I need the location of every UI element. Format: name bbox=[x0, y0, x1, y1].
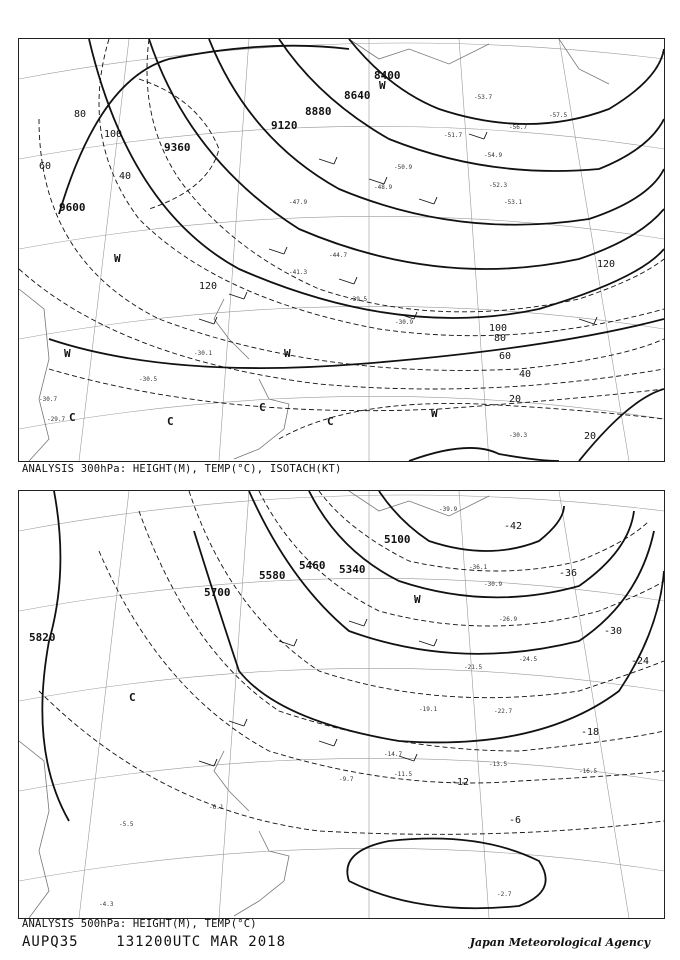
temperature-label: -21.5 bbox=[464, 664, 483, 671]
agency-credit: Japan Meteorological Agency bbox=[469, 936, 650, 949]
isotherm-label: -6 bbox=[509, 815, 522, 826]
height-label: 5460 bbox=[299, 559, 326, 572]
isotach-label: 80 bbox=[494, 333, 507, 344]
height-label: 5340 bbox=[339, 563, 366, 576]
temperature-label: -22.7 bbox=[494, 708, 513, 715]
temperature-label: -13.5 bbox=[489, 761, 508, 768]
isotherm-label: -42 bbox=[504, 521, 523, 532]
temperature-label: -50.9 bbox=[394, 164, 413, 171]
height-label: 5580 bbox=[259, 569, 286, 582]
cold-marker: C bbox=[129, 691, 136, 704]
valid-time: 131200UTC MAR 2018 bbox=[116, 934, 287, 950]
warm-marker: W bbox=[379, 79, 386, 92]
cold-marker: C bbox=[69, 411, 76, 424]
warm-marker: W bbox=[284, 347, 291, 360]
temperature-label: -52.3 bbox=[489, 182, 508, 189]
warm-marker: W bbox=[64, 347, 71, 360]
temperature-label: -5.5 bbox=[119, 821, 134, 828]
map-500hpa-svg bbox=[19, 491, 664, 918]
temperature-label: -30.9 bbox=[484, 581, 503, 588]
temperature-label: -53.1 bbox=[504, 199, 523, 206]
isotach-label: 20 bbox=[584, 431, 597, 442]
temperature-label: -30.5 bbox=[139, 376, 158, 383]
temperature-label: -29.7 bbox=[47, 416, 66, 423]
temperature-label: -30.3 bbox=[509, 432, 528, 439]
height-label: 5700 bbox=[204, 586, 231, 599]
isotach-label: 20 bbox=[509, 394, 522, 405]
warm-marker: W bbox=[431, 407, 438, 420]
map-panel-500hpa bbox=[18, 490, 665, 919]
graticule bbox=[19, 39, 664, 461]
isotach-label: 120 bbox=[199, 281, 218, 292]
isotherm-label: -24 bbox=[631, 656, 650, 667]
temperature-label: -48.9 bbox=[374, 184, 393, 191]
temperature-label: -47.9 bbox=[289, 199, 308, 206]
height-label: 5820 bbox=[29, 631, 56, 644]
isotherm-label: -12 bbox=[451, 777, 470, 788]
isotherm-label: -30 bbox=[604, 626, 623, 637]
graticule bbox=[19, 491, 664, 918]
isotach-label: 120 bbox=[597, 259, 616, 270]
temperature-label: -36.1 bbox=[469, 564, 488, 571]
temperature-label: -30.9 bbox=[395, 319, 414, 326]
chart-code bbox=[22, 934, 286, 950]
warm-marker: W bbox=[114, 252, 121, 265]
temperature-label: -16.5 bbox=[579, 768, 598, 775]
cold-marker: C bbox=[167, 415, 174, 428]
temperature-label: -57.5 bbox=[549, 112, 568, 119]
height-label: 9600 bbox=[59, 201, 86, 214]
height-label: 5100 bbox=[384, 533, 411, 546]
temperature-label: -41.3 bbox=[289, 269, 308, 276]
isotach-label: 100 bbox=[489, 323, 508, 334]
product-code: AUPQ35 bbox=[22, 934, 79, 950]
temperature-label: -39.9 bbox=[439, 506, 458, 513]
isotach-label: 60 bbox=[39, 161, 52, 172]
warm-marker: W bbox=[414, 593, 421, 606]
isotachs bbox=[19, 39, 664, 439]
coastline bbox=[19, 491, 489, 918]
temperature-label: -54.9 bbox=[484, 152, 503, 159]
temperature-label: -6.1 bbox=[209, 804, 224, 811]
temperature-label: -53.7 bbox=[474, 94, 493, 101]
temperature-label: -51.7 bbox=[444, 132, 463, 139]
height-contours bbox=[49, 39, 664, 461]
temperature-label: -30.1 bbox=[194, 350, 213, 357]
temperature-label: -11.5 bbox=[394, 771, 413, 778]
isotach-label: 100 bbox=[104, 129, 123, 140]
temperature-label: -9.7 bbox=[339, 776, 354, 783]
temperature-label: -19.1 bbox=[419, 706, 438, 713]
isotach-label: 40 bbox=[119, 171, 132, 182]
height-label: 8640 bbox=[344, 89, 371, 102]
temperature-label: -56.7 bbox=[509, 124, 528, 131]
isotach-label: 80 bbox=[74, 109, 87, 120]
cold-marker: C bbox=[327, 415, 334, 428]
temperature-label: -30.7 bbox=[39, 396, 58, 403]
panel-caption-300hpa: ANALYSIS 300hPa: HEIGHT(M), TEMP(°C), ISOTACH(KT) bbox=[22, 463, 342, 475]
height-label: 9360 bbox=[164, 141, 191, 154]
map-panel-300hpa bbox=[18, 38, 665, 462]
temperature-label: -44.7 bbox=[329, 252, 348, 259]
height-label: 8880 bbox=[305, 105, 332, 118]
cold-marker: C bbox=[259, 401, 266, 414]
isotherm-label: -36 bbox=[559, 568, 578, 579]
isotherm-label: -18 bbox=[581, 727, 600, 738]
height-label: 9120 bbox=[271, 119, 298, 132]
isotach-label: 60 bbox=[499, 351, 512, 362]
temperature-label: -2.7 bbox=[497, 891, 512, 898]
temperature-label: -14.7 bbox=[384, 751, 403, 758]
temperature-label: -39.5 bbox=[349, 296, 368, 303]
temperature-label: -24.5 bbox=[519, 656, 538, 663]
isotach-label: 40 bbox=[519, 369, 532, 380]
panel-caption-500hpa: ANALYSIS 500hPa: HEIGHT(M), TEMP(°C) bbox=[22, 918, 257, 930]
height-label: 8400 bbox=[374, 69, 401, 82]
temperature-label: -26.9 bbox=[499, 616, 518, 623]
temperature-label: -4.3 bbox=[99, 901, 114, 908]
map-300hpa-svg bbox=[19, 39, 664, 461]
